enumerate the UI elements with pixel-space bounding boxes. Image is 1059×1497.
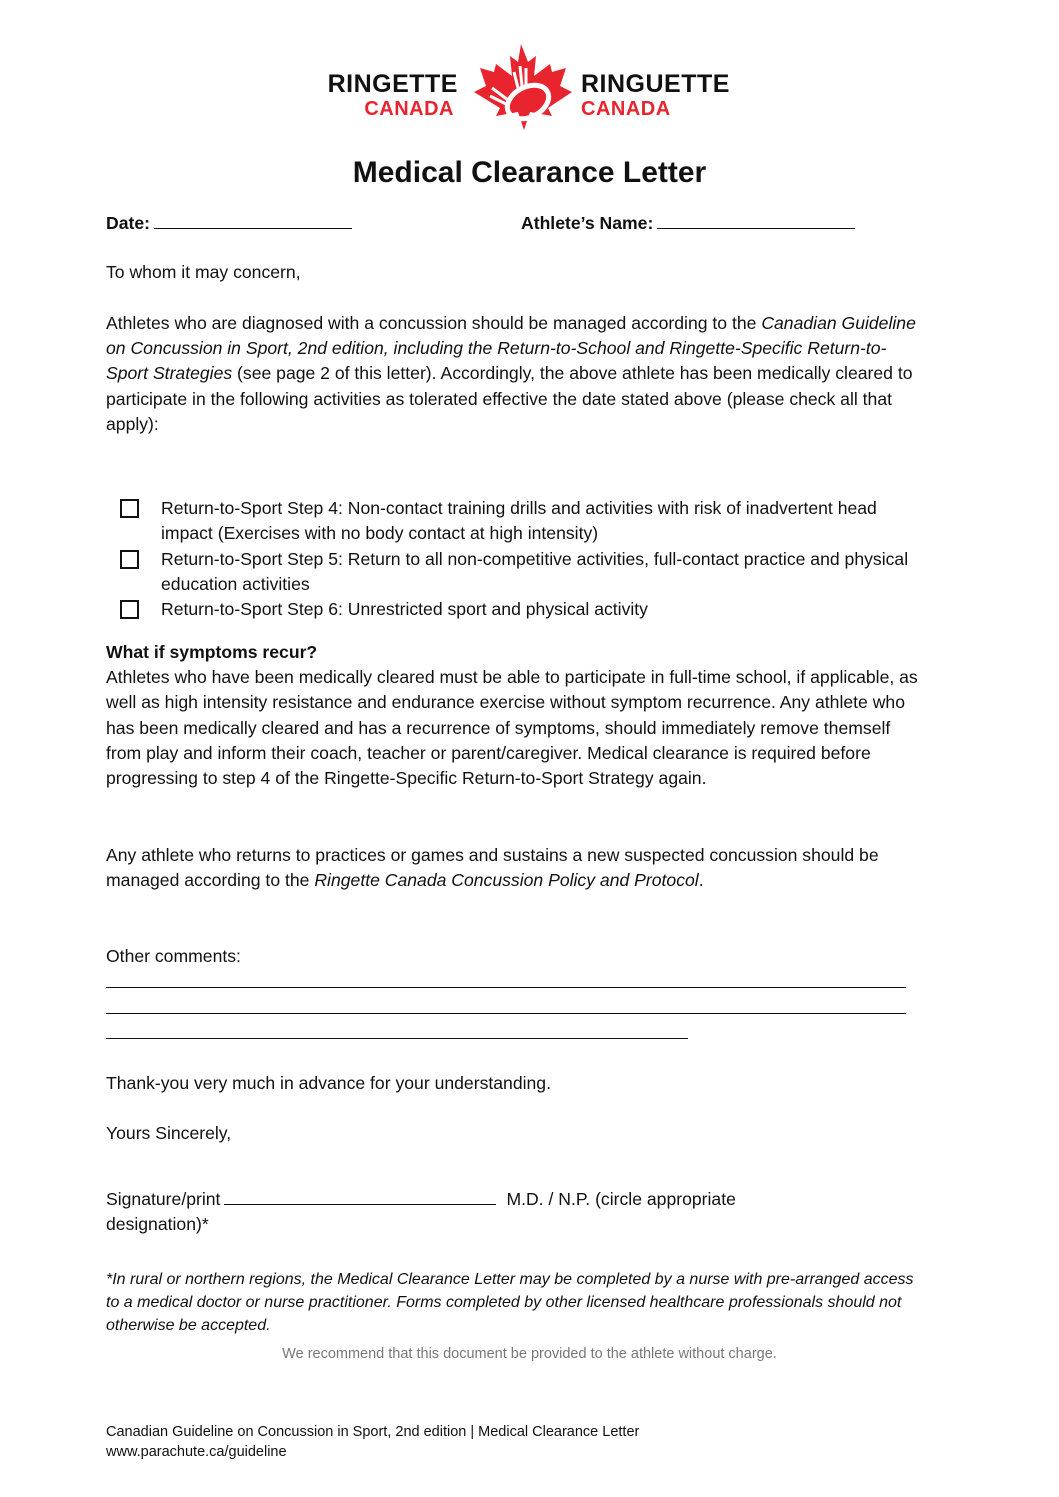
comments-label: Other comments: <box>106 946 241 966</box>
checklist-label: Return-to-Sport Step 5: Return to all non-competitive activities, full-contact practice and physical education activities <box>161 549 909 595</box>
logo-left-text <box>308 72 458 119</box>
footer-link[interactable]: www.parachute.ca/guideline <box>106 1444 287 1460</box>
policy-title: Ringette Canada Concussion Policy and Protocol <box>314 870 699 891</box>
thanks-text: Thank-you very much in advance for your understanding. <box>106 1073 551 1093</box>
athlete-name-label: Athlete’s Name: <box>521 213 654 233</box>
recommendation-note: We recommend that this document be provided to the athlete without charge. <box>282 1346 777 1362</box>
recur-heading: What if symptoms recur? <box>106 642 318 662</box>
intro-paragraph <box>106 311 926 437</box>
logo-right-line1: RINGUETTE <box>581 70 730 98</box>
maple-leaf-ring-icon <box>466 42 576 132</box>
footnote: *In rural or northern regions, the Medical Clearance Letter may be completed by a nurse with pre-arranged access to a medical doctor or nurse practitioner. Forms completed by other licensed healthcare professionals should not otherwise be accepted. <box>106 1271 914 1334</box>
recur-section <box>106 640 926 791</box>
designation-text: M.D. / N.P. (circle appropriate designation)* <box>106 1189 736 1235</box>
signature-block <box>106 1187 826 1237</box>
logo-left-line1: RINGETTE <box>327 70 458 98</box>
checklist-item-step5 <box>120 547 920 597</box>
signature-input-line[interactable] <box>224 1203 496 1205</box>
comment-line-2[interactable] <box>106 1013 906 1014</box>
checklist-item-step4 <box>120 496 920 546</box>
checklist-item-step6 <box>120 597 920 622</box>
checkbox-step4[interactable] <box>120 499 139 518</box>
signature-label: Signature/print <box>106 1189 221 1209</box>
new-concussion-part2: . <box>698 870 704 891</box>
intro-part1: Athletes who are diagnosed with a concussion should be managed according to the <box>106 313 762 333</box>
logo-right-line2: CANADA <box>581 98 671 120</box>
logo-left-line2: CANADA <box>364 98 454 120</box>
logo <box>0 40 1059 132</box>
checkbox-step6[interactable] <box>120 600 139 619</box>
intro-part2: (see page 2 of this letter). Accordingly, the above athlete has been medically cleared to participate in the following activities as tolerated effective the date stated above (please check all that apply): <box>106 363 913 434</box>
checklist-label: Return-to-Sport Step 4: Non-contact training drills and activities with risk of inadvertent head impact (Exercises with no body contact at high intensity) <box>161 498 877 544</box>
intro-guideline-title: Canadian Guideline on Concussion in Sport, 2nd edition, including the Return-to-School and Ringette-Specific Return-to-Sport Strategies <box>106 313 916 384</box>
comment-line-3[interactable] <box>106 1038 688 1039</box>
recur-text: Athletes who have been medically cleared must be able to participate in full-time school, if applicable, as well as high intensity resistance and endurance exercise without symptom recurrence. Any athlete who has been medically cleared and has a recurrence of symptoms, should immediately remove themself from play and inform their coach, teacher or parent/caregiver. Medical clearance is required before progressing to step 4 of the Ringette-Specific Return-to-Sport Strategy again. <box>106 667 918 789</box>
new-concussion-paragraph <box>106 843 926 893</box>
page-footer <box>106 1422 639 1462</box>
checkbox-step5[interactable] <box>120 550 139 569</box>
new-concussion-part1: Any athlete who returns to practices or games and sustains a new suspected concussion should be managed according to the <box>106 845 879 891</box>
date-label: Date: <box>106 213 150 233</box>
page-title: Medical Clearance Letter <box>352 156 707 189</box>
logo-right-text <box>581 72 730 119</box>
salutation: To whom it may concern, <box>106 262 301 282</box>
date-input-line[interactable] <box>154 227 352 229</box>
closing-text: Yours Sincerely, <box>106 1123 232 1143</box>
comment-line-1[interactable] <box>106 987 906 988</box>
footer-title: Canadian Guideline on Concussion in Sport, 2nd edition | Medical Clearance Letter <box>106 1424 640 1440</box>
checklist-label: Return-to-Sport Step 6: Unrestricted sport and physical activity <box>161 599 648 619</box>
athlete-name-field <box>521 213 855 234</box>
date-field <box>106 213 352 234</box>
athlete-name-input-line[interactable] <box>657 227 855 229</box>
